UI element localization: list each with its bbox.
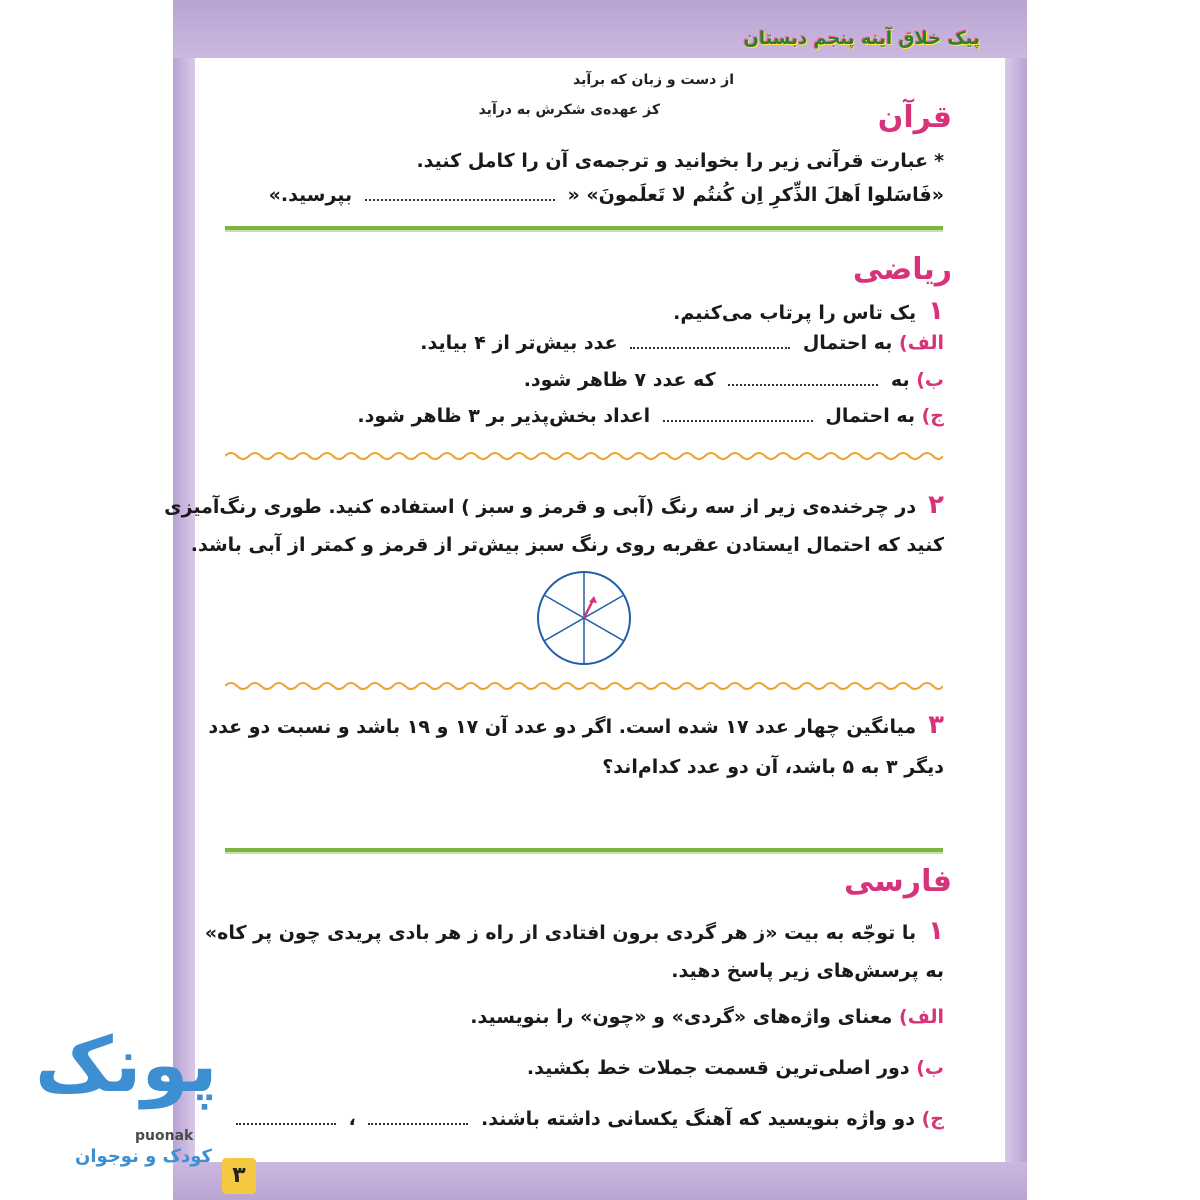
math-q2-line-2: کنید که احتمال ایستادن عقربه روی رنگ سبز بیش‌تر از قرمز و کمتر از آبی باشد. [190, 534, 944, 556]
section-divider [225, 848, 943, 854]
math-q1-text: یک تاس را پرتاب می‌کنیم. [673, 302, 917, 324]
page-number: ۳ [222, 1158, 256, 1194]
star-bullet: * [934, 150, 944, 172]
farsi-q1-b [527, 1057, 944, 1079]
translation-open-quote: « [567, 184, 580, 206]
option-label: ج) [921, 405, 944, 427]
section-title-farsi: فارسی [843, 864, 952, 899]
page-side-border-right [1005, 0, 1027, 1200]
math-q1-c-post: اعداد بخش‌پذیر بر ۳ ظاهر شود. [357, 405, 651, 427]
wavy-divider [225, 450, 943, 462]
farsi-q1-line-2: به پرسش‌های زیر پاسخ دهید. [671, 960, 944, 982]
comma-separator: ، [348, 1108, 356, 1130]
math-q1-c-pre: به احتمال [825, 405, 915, 427]
farsi-q1-a [470, 1006, 944, 1028]
answer-blank[interactable] [663, 416, 813, 422]
translation-end: بپرسید.» [268, 184, 353, 206]
section-title-quran: قرآن [877, 100, 952, 135]
option-label: ج) [921, 1108, 944, 1130]
quran-verse-line [269, 184, 944, 206]
math-q3-line-2: دیگر ۳ به ۵ باشد، آن دو عدد کدام‌اند؟ [602, 756, 944, 778]
math-q1-b-post: که عدد ۷ ظاهر شود. [523, 369, 716, 391]
question-number: ۱ [928, 296, 944, 326]
option-label: ب) [916, 369, 944, 391]
publisher-logo [35, 1020, 235, 1190]
quran-verse: «فَاسَلوا اَهلَ الذِّکرِ اِن کُنتُم لا تَعلَمونَ» [586, 184, 944, 206]
answer-blank[interactable] [236, 1119, 336, 1125]
math-q1-a-pre: به احتمال [802, 332, 893, 354]
farsi-q1-line-1 [205, 916, 944, 946]
logo-tagline: کودک و نوجوان [75, 1146, 212, 1167]
math-q3-line-1 [208, 710, 944, 740]
book-brand-title: پیک خلاق آینه پنجم دبستان [743, 28, 980, 49]
poem-line-1: از دست و زبان که برآید [573, 72, 734, 88]
math-q1-b-pre: به [890, 369, 910, 391]
spinner-wheel[interactable] [534, 568, 634, 668]
math-q3-text-1: میانگین چهار عدد ۱۷ شده است. اگر دو عدد آن ۱۷ و ۱۹ باشد و نسبت دو عدد [208, 716, 917, 738]
math-q1 [673, 296, 944, 326]
option-label: الف) [899, 1006, 944, 1028]
farsi-q1-c-text: دو واژه بنویسید که آهنگ یکسانی داشته باشند. [481, 1108, 915, 1130]
option-label: الف) [899, 332, 944, 354]
farsi-q1-text-1: با توجّه به بیت «ز هر گردی برون افتادی از راه ز هر بادی پریدی چون پر کاه» [204, 922, 917, 944]
section-title-math: ریاضی [852, 252, 952, 287]
section-divider [225, 226, 943, 232]
poem-line-2: کز عهده‌ی شکرش به درآید [478, 102, 660, 118]
math-q2-line-1 [164, 490, 944, 520]
page-footer-band [173, 1162, 1027, 1200]
answer-blank[interactable] [630, 343, 790, 349]
wavy-divider [225, 680, 943, 692]
math-q1-c [357, 405, 944, 427]
farsi-q1-a-text: معنای واژه‌های «گردی» و «چون» را بنویسید. [470, 1006, 893, 1028]
math-q1-a-post: عدد بیش‌تر از ۴ بیاید. [420, 332, 618, 354]
option-label: ب) [916, 1057, 944, 1079]
question-number: ۳ [928, 710, 944, 740]
quran-instruction-text: عبارت قرآنی زیر را بخوانید و ترجمه‌ی آن را کامل کنید. [416, 150, 929, 172]
answer-blank[interactable] [368, 1119, 468, 1125]
math-q1-a [420, 332, 944, 354]
quran-instruction [416, 150, 944, 172]
answer-blank[interactable] [365, 195, 555, 201]
farsi-q1-b-text: دور اصلی‌ترین قسمت جملات خط بکشید. [526, 1057, 910, 1079]
logo-wordmark: پونک [35, 1020, 218, 1109]
math-q1-b [524, 369, 944, 391]
question-number: ۲ [928, 490, 944, 520]
logo-latin-text: puonak [135, 1128, 194, 1144]
answer-blank[interactable] [728, 380, 878, 386]
math-q2-text-1: در چرخنده‌ی زیر از سه رنگ (آبی و قرمز و سبز ) استفاده کنید. طوری رنگ‌آمیزی [164, 496, 917, 518]
farsi-q1-c [230, 1108, 944, 1130]
question-number: ۱ [928, 916, 944, 946]
